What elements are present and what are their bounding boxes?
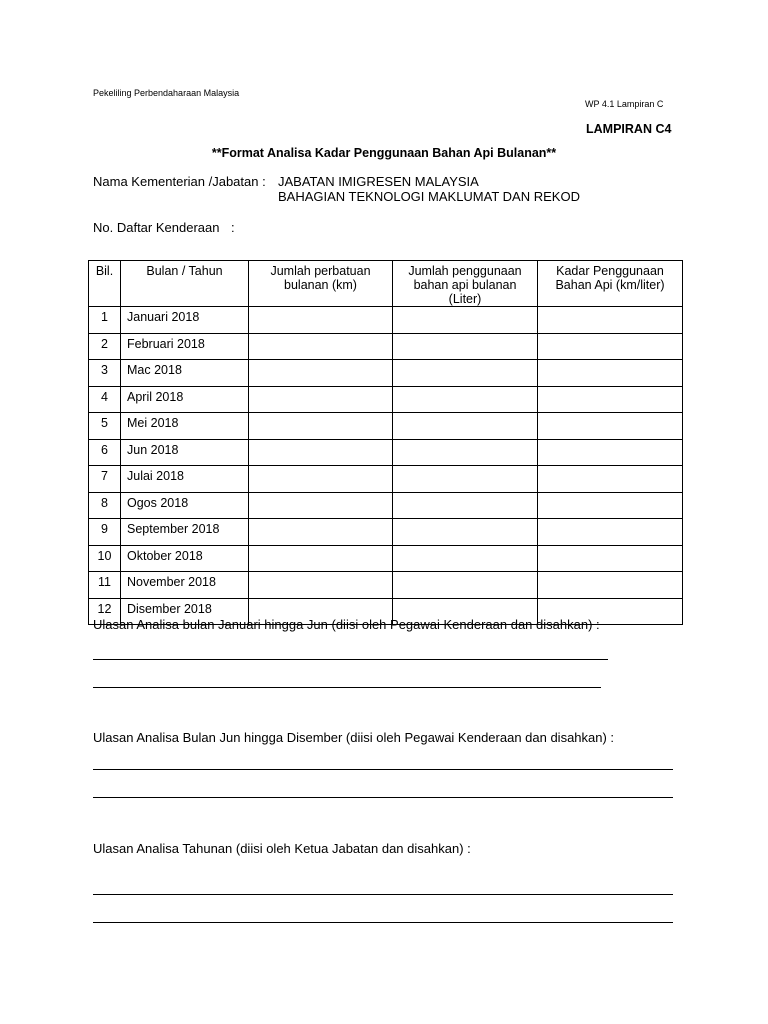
cell-mileage[interactable]: [249, 492, 393, 519]
cell-fuel-rate[interactable]: [538, 545, 683, 572]
cell-fuel-usage[interactable]: [393, 386, 538, 413]
cell-fuel-usage[interactable]: [393, 545, 538, 572]
table-row: [89, 360, 683, 387]
table-row: [89, 413, 683, 440]
table-header-row: [89, 261, 683, 307]
row-number: 6: [89, 439, 121, 466]
cell-fuel-rate[interactable]: [538, 333, 683, 360]
cell-mileage[interactable]: [249, 439, 393, 466]
header-month: Bulan / Tahun: [121, 261, 249, 307]
table-row: [89, 307, 683, 334]
row-month: Februari 2018: [121, 333, 249, 360]
cell-mileage[interactable]: [249, 519, 393, 546]
row-month: Mac 2018: [121, 360, 249, 387]
remark-annual-line-2[interactable]: [93, 922, 673, 923]
table-row: [89, 386, 683, 413]
header-fuel-rate: Kadar Penggunaan Bahan Api (km/liter): [538, 261, 683, 307]
cell-fuel-usage[interactable]: [393, 572, 538, 599]
cell-fuel-usage[interactable]: [393, 492, 538, 519]
cell-fuel-usage[interactable]: [393, 333, 538, 360]
remark-first-half-line-1[interactable]: [93, 659, 608, 660]
row-number: 3: [89, 360, 121, 387]
cell-mileage[interactable]: [249, 333, 393, 360]
row-number: 4: [89, 386, 121, 413]
appendix-label: LAMPIRAN C4: [586, 122, 672, 136]
remark-annual-label: Ulasan Analisa Tahunan (diisi oleh Ketua Jabatan dan disahkan) :: [93, 841, 471, 856]
table-row: [89, 519, 683, 546]
cell-mileage[interactable]: [249, 466, 393, 493]
cell-fuel-rate[interactable]: [538, 572, 683, 599]
reference-code: WP 4.1 Lampiran C: [585, 99, 664, 109]
cell-fuel-usage[interactable]: [393, 466, 538, 493]
row-month: April 2018: [121, 386, 249, 413]
remark-first-half-label: Ulasan Analisa bulan Januari hingga Jun (diisi oleh Pegawai Kenderaan dan disahkan) :: [93, 617, 600, 632]
cell-mileage[interactable]: [249, 572, 393, 599]
header-bil: Bil.: [89, 261, 121, 307]
cell-mileage[interactable]: [249, 307, 393, 334]
remark-first-half-line-2[interactable]: [93, 687, 601, 688]
cell-fuel-rate[interactable]: [538, 360, 683, 387]
row-month: Mei 2018: [121, 413, 249, 440]
vehicle-colon: :: [231, 220, 235, 235]
table-row: [89, 333, 683, 360]
row-month: November 2018: [121, 572, 249, 599]
row-number: 7: [89, 466, 121, 493]
row-number: 11: [89, 572, 121, 599]
cell-fuel-usage[interactable]: [393, 307, 538, 334]
row-number: 12: [89, 598, 121, 625]
document-title: **Format Analisa Kadar Penggunaan Bahan Api Bulanan**: [211, 146, 557, 160]
row-month: Ogos 2018: [121, 492, 249, 519]
cell-fuel-rate[interactable]: [538, 439, 683, 466]
remark-second-half-line-2[interactable]: [93, 797, 673, 798]
table-row: [89, 439, 683, 466]
table-row: [89, 572, 683, 599]
row-month: Oktober 2018: [121, 545, 249, 572]
vehicle-label: No. Daftar Kenderaan: [93, 220, 220, 235]
cell-fuel-rate[interactable]: [538, 492, 683, 519]
row-month: Julai 2018: [121, 466, 249, 493]
table-row: [89, 492, 683, 519]
row-month: September 2018: [121, 519, 249, 546]
cell-fuel-rate[interactable]: [538, 466, 683, 493]
row-number: 10: [89, 545, 121, 572]
row-month: Disember 2018: [121, 598, 249, 625]
row-month: Jun 2018: [121, 439, 249, 466]
cell-fuel-usage[interactable]: [393, 413, 538, 440]
table-row: [89, 466, 683, 493]
cell-mileage[interactable]: [249, 386, 393, 413]
header-mileage: Jumlah perbatuan bulanan (km): [249, 261, 393, 307]
cell-fuel-usage[interactable]: [393, 360, 538, 387]
row-number: 2: [89, 333, 121, 360]
row-number: 8: [89, 492, 121, 519]
table-row: [89, 545, 683, 572]
cell-fuel-rate[interactable]: [538, 386, 683, 413]
cell-fuel-rate[interactable]: [538, 307, 683, 334]
fuel-analysis-table: [88, 260, 683, 625]
ministry-label: Nama Kementerian /Jabatan :: [93, 174, 266, 189]
row-number: 1: [89, 307, 121, 334]
cell-mileage[interactable]: [249, 413, 393, 440]
remark-annual-line-1[interactable]: [93, 894, 673, 895]
ministry-name-line1: JABATAN IMIGRESEN MALAYSIA: [278, 174, 479, 189]
cell-mileage[interactable]: [249, 545, 393, 572]
circular-title: Pekeliling Perbendaharaan Malaysia: [93, 88, 240, 98]
cell-fuel-usage[interactable]: [393, 519, 538, 546]
cell-fuel-usage[interactable]: [393, 439, 538, 466]
row-number: 5: [89, 413, 121, 440]
cell-fuel-rate[interactable]: [538, 519, 683, 546]
header-fuel-usage: Jumlah penggunaan bahan api bulanan (Liter): [393, 261, 538, 307]
remark-second-half-line-1[interactable]: [93, 769, 673, 770]
remark-second-half-label: Ulasan Analisa Bulan Jun hingga Disember (diisi oleh Pegawai Kenderaan dan disahkan) :: [93, 730, 615, 745]
ministry-name-line2: BAHAGIAN TEKNOLOGI MAKLUMAT DAN REKOD: [278, 189, 580, 204]
row-number: 9: [89, 519, 121, 546]
cell-mileage[interactable]: [249, 360, 393, 387]
row-month: Januari 2018: [121, 307, 249, 334]
cell-fuel-rate[interactable]: [538, 413, 683, 440]
